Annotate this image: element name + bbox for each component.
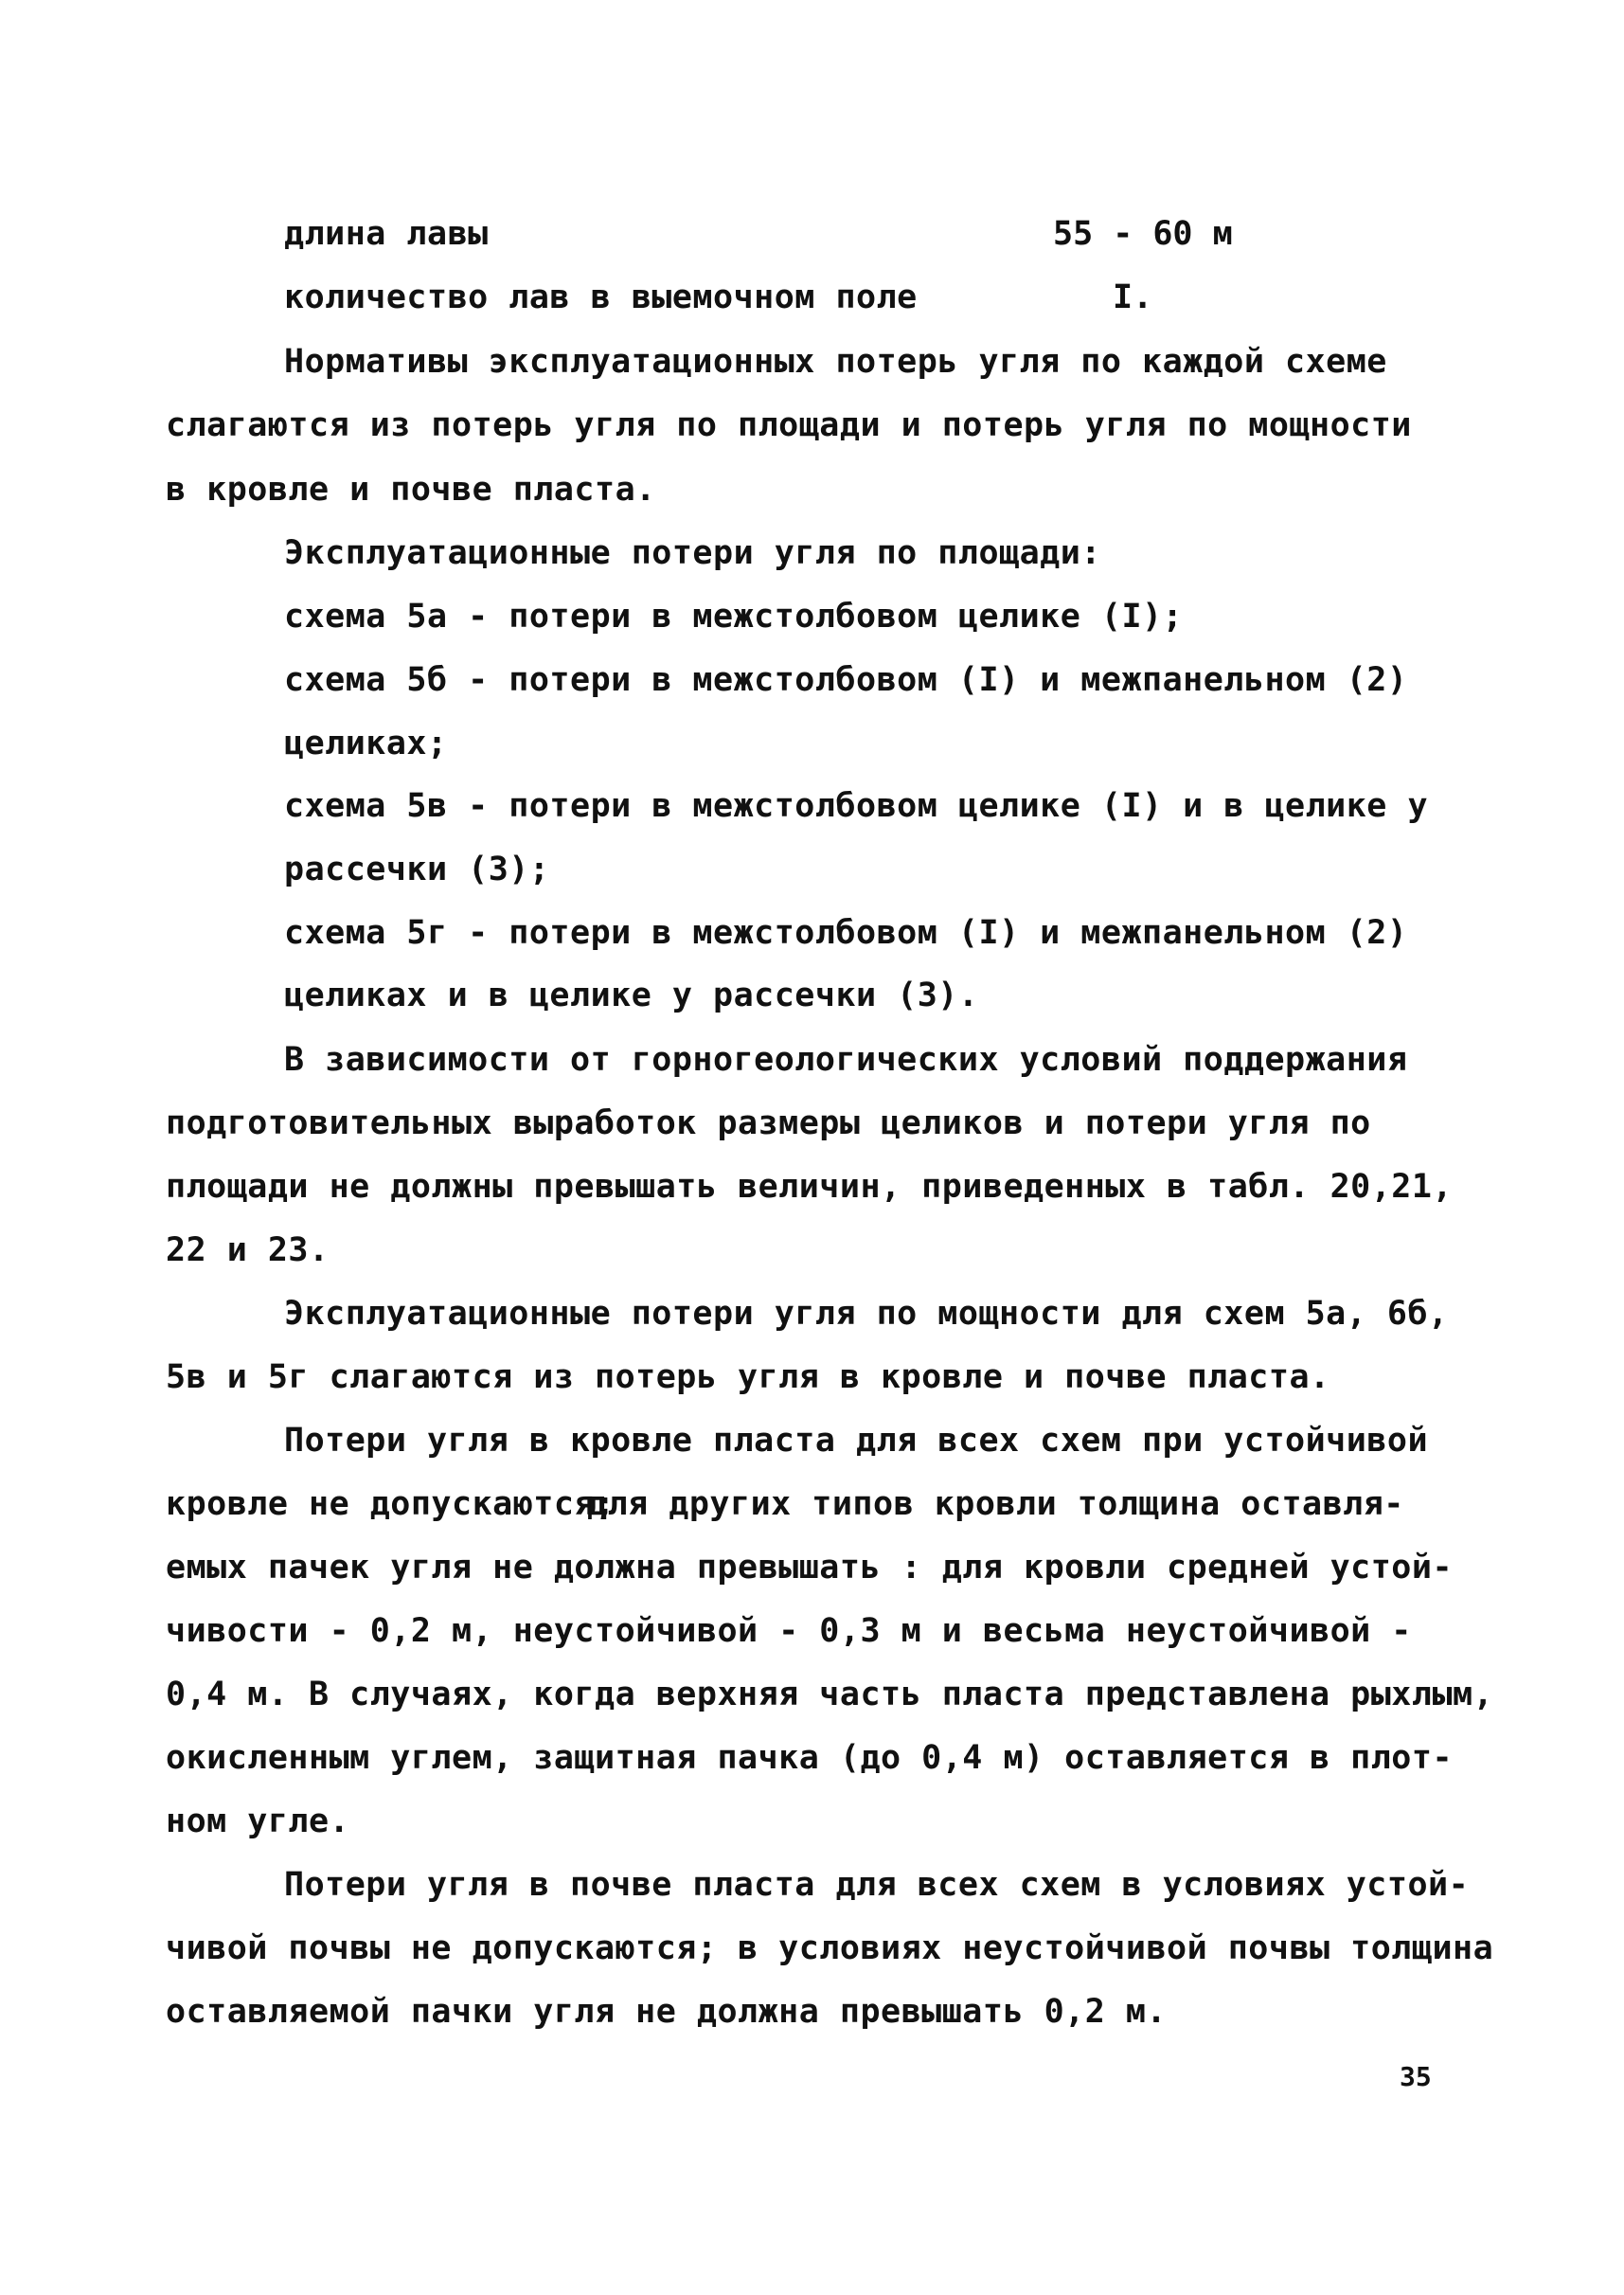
text-line: в кровле и почве пласта. (166, 471, 656, 509)
param-label-face-length: длина лавы (284, 215, 489, 253)
text-line: схема 5б - потери в межстолбовом (I) и межпанельном (2) (284, 661, 1408, 699)
text-line: подготовительных выработок размеры целиков и потери угля по (166, 1104, 1371, 1142)
text-line: 22 и 23. (166, 1231, 330, 1269)
text-line: ном угле. (166, 1802, 350, 1840)
text-line: Эксплуатационные потери угля по площади: (284, 534, 1101, 572)
text-line: слагаются из потерь угля по площади и потерь угля по мощности (166, 406, 1412, 444)
text-line: 5в и 5г слагаются из потерь угля в кровле и почве пласта. (166, 1358, 1330, 1396)
text-line: В зависимости от горногеологических условий поддержания (284, 1041, 1408, 1079)
text-line: схема 5в - потери в межстолбовом целике (I) и в целике у (284, 787, 1429, 825)
text-line: Нормативы эксплуатационных потерь угля по каждой схеме (284, 343, 1387, 381)
text-line: оставляемой пачки угля не должна превышать 0,2 м. (166, 1993, 1168, 2031)
param-label-face-count: количество лав в выемочном поле (284, 278, 918, 316)
param-value-face-length: 55 - 60 м (1053, 215, 1233, 253)
text-line: емых пачек угля не должна превышать : для кровли средней устой- (166, 1549, 1454, 1587)
text-line: Потери угля в почве пласта для всех схем в условиях устой- (284, 1866, 1470, 1904)
text-line: для других типов кровли толщина оставля- (587, 1485, 1404, 1523)
text-line: чивости - 0,2 м, неустойчивой - 0,3 м и весьма неустойчивой - (166, 1612, 1412, 1650)
text-line: целиках и в целике у рассечки (3). (284, 977, 979, 1014)
text-line: схема 5а - потери в межстолбовом целике (I); (284, 598, 1184, 636)
text-line: площади не должны превышать величин, приведенных в табл. 20,21, (166, 1168, 1454, 1206)
text-line: чивой почвы не допускаются; в условиях неустойчивой почвы толщина (166, 1929, 1494, 1967)
text-line: рассечки (3); (284, 851, 550, 888)
text-line: 0,4 м. В случаях, когда верхняя часть пласта представлена рыхлым, (166, 1676, 1494, 1713)
text-line: окисленным углем, защитная пачка (до 0,4 м) оставляется в плот- (166, 1739, 1454, 1777)
text-line: Потери угля в кровле пласта для всех схем при устойчивой (284, 1422, 1429, 1460)
text-line-emphasis: кровле не допускаются; (166, 1485, 616, 1523)
page-number: 35 (1400, 2061, 1432, 2092)
param-value-face-count: I. (1113, 278, 1153, 316)
text-line: целиках; (284, 725, 448, 762)
text-line: Эксплуатационные потери угля по мощности для схем 5а, 6б, (284, 1295, 1449, 1333)
text-line: схема 5г - потери в межстолбовом (I) и межпанельном (2) (284, 914, 1408, 952)
